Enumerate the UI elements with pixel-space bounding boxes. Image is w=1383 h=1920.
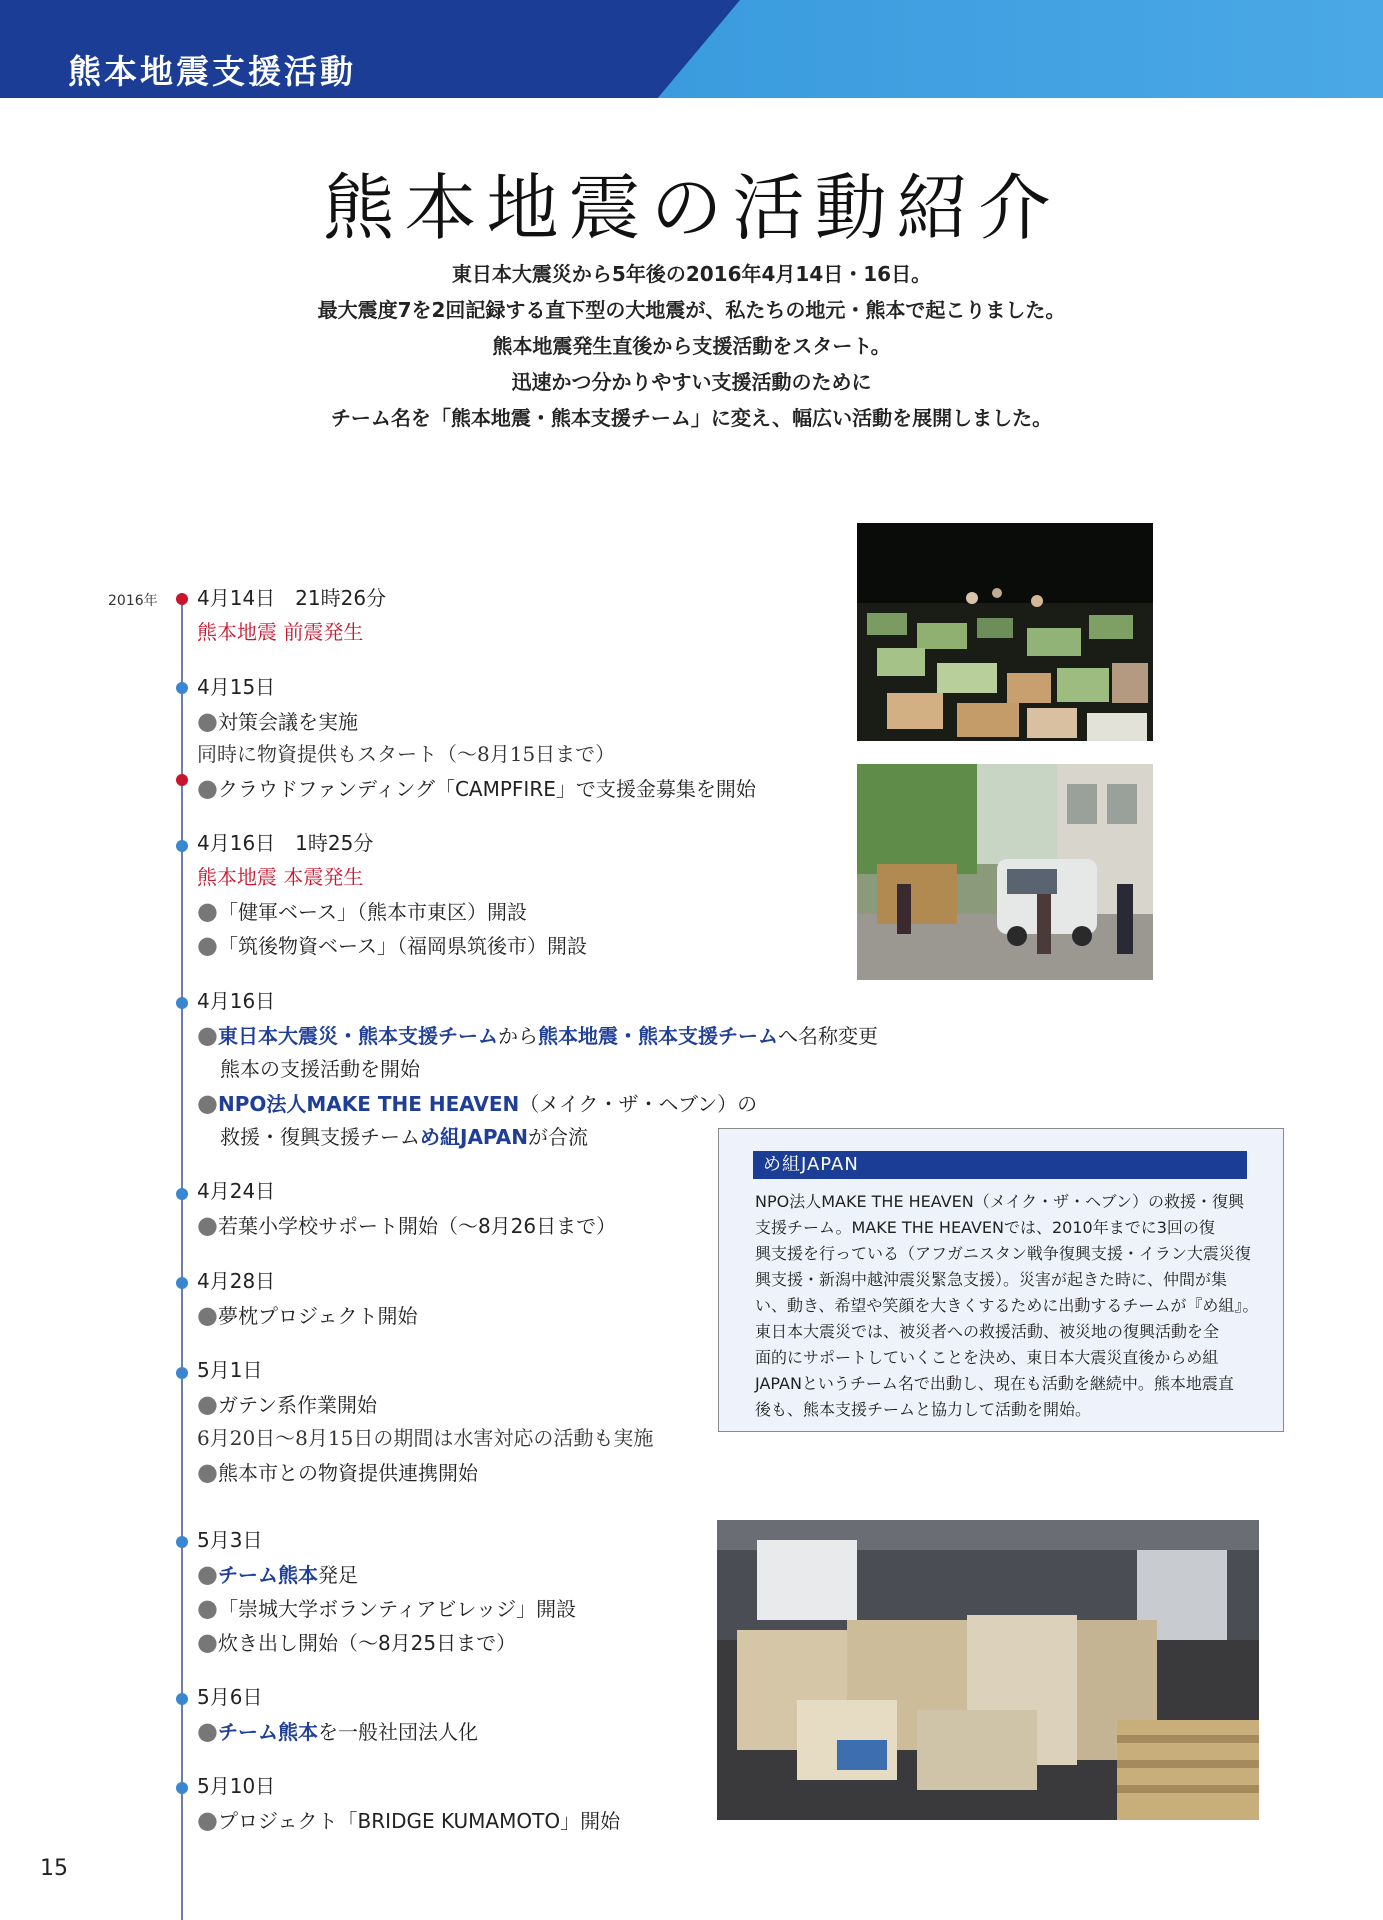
timeline-line xyxy=(181,596,183,1920)
event-date: 5月10日 xyxy=(197,1774,276,1798)
intro-line: 熊本地震発生直後から支援活動をスタート。 xyxy=(492,334,891,358)
event-date: 5月1日 xyxy=(197,1358,263,1382)
event-date: 5月3日 xyxy=(197,1528,263,1552)
me-gumi-japan-infobox xyxy=(718,1128,1284,1432)
timeline-year: 2016年 xyxy=(108,593,158,609)
event-item: ●対策会議を実施 xyxy=(197,707,358,735)
timeline-dot xyxy=(176,1693,188,1705)
event-item: ●チーム熊本を一般社団法人化 xyxy=(197,1717,478,1745)
page-title: 熊本地震の活動紹介 xyxy=(322,166,1061,250)
timeline-dot xyxy=(176,1536,188,1548)
event-item-cont: 救援・復興支援チームめ組JAPANが合流 xyxy=(220,1125,588,1149)
event-item: ●若葉小学校サポート開始（〜8月26日まで） xyxy=(197,1211,617,1239)
section-title: 熊本地震支援活動 xyxy=(68,52,356,91)
event-item-cont: 熊本の支援活動を開始 xyxy=(220,1057,420,1081)
intro-line: チーム名を「熊本地震・熊本支援チーム」に変え、幅広い活動を展開しました。 xyxy=(330,406,1053,430)
infobox-text: NPO法人MAKE THE HEAVEN（メイク・ザ・ヘブン）の救援・復興 支援チーム。MAKE THE HEAVENでは、2010年までに3回の復 興支援を行っている（アフガニスタン戦争復興支援・イラン大震災復 興支援・新潟中越沖震災緊急支援）。災害が起きた時に、仲間が集 い、動き、希望や笑顔を大きくするために出動するチームが『め組』。 東日本大震災では、被災者への救援活動、被災地の復興活動を全 面的にサポートしていくことを決め、東日本大震災直後からめ組 JAPANというチーム名で出動し、現在も活動を継続中。熊本地震直 後も、熊本支援チームと協力して活動を開始。 xyxy=(755,1192,1259,1419)
event-item: ●クラウドファンディング「CAMPFIRE」で支援金募集を開始 xyxy=(197,774,756,802)
event-item: ●チーム熊本発足 xyxy=(197,1560,358,1588)
event-date: 4月16日 xyxy=(197,989,276,1013)
timeline-dot xyxy=(176,774,188,786)
event-item: ●ガテン系作業開始 xyxy=(197,1390,377,1418)
timeline-dot xyxy=(176,593,188,605)
event-item: ●「健軍ベース」（熊本市東区）開設 xyxy=(197,897,527,925)
event-item: ●「崇城大学ボランティアビレッジ」開設 xyxy=(197,1594,577,1622)
event-item: ●プロジェクト「BRIDGE KUMAMOTO」開始 xyxy=(197,1806,621,1834)
timeline-dot xyxy=(176,1782,188,1794)
event-date: 4月14日 21時26分 xyxy=(197,586,387,610)
event-item: ●「筑後物資ベース」（福岡県筑後市）開設 xyxy=(197,931,587,959)
event-date: 4月16日 1時25分 xyxy=(197,831,374,855)
intro-line: 最大震度7を2回記録する直下型の大地震が、私たちの地元・熊本で起こりました。 xyxy=(317,298,1066,322)
photo-warehouse-pallets xyxy=(717,1520,1259,1820)
intro-line: 東日本大震災から5年後の2016年4月14日・16日。 xyxy=(451,262,932,286)
event-item: ●夢枕プロジェクト開始 xyxy=(197,1301,418,1329)
event-item: ●熊本市との物資提供連携開始 xyxy=(197,1458,478,1486)
timeline-dot xyxy=(176,840,188,852)
page-number: 15 xyxy=(40,1856,68,1881)
intro-text xyxy=(0,256,1383,436)
event-date: 4月28日 xyxy=(197,1269,276,1293)
section-header-band xyxy=(0,0,1383,98)
event-date: 5月6日 xyxy=(197,1685,263,1709)
event-date: 4月24日 xyxy=(197,1179,276,1203)
timeline-dot xyxy=(176,1188,188,1200)
photo-street-van xyxy=(857,764,1153,980)
intro-line: 迅速かつ分かりやすい支援活動のために xyxy=(511,370,872,394)
event-title: 熊本地震 前震発生 xyxy=(197,620,364,644)
timeline-dot xyxy=(176,997,188,1009)
event-note: 6月20日〜8月15日の期間は水害対応の活動も実施 xyxy=(197,1426,654,1450)
timeline-dot xyxy=(176,1277,188,1289)
timeline-dot xyxy=(176,1367,188,1379)
event-date: 4月15日 xyxy=(197,675,276,699)
event-title: 熊本地震 本震発生 xyxy=(197,865,364,889)
event-item: ●NPO法人MAKE THE HEAVEN（メイク・ザ・ヘブン）の xyxy=(197,1089,758,1117)
photo-night-supply-base xyxy=(857,523,1153,741)
event-item: ●東日本大震災・熊本支援チームから熊本地震・熊本支援チームへ名称変更 xyxy=(197,1021,878,1049)
timeline-dot xyxy=(176,682,188,694)
event-item: ●炊き出し開始（〜8月25日まで） xyxy=(197,1628,517,1656)
infobox-title: め組JAPAN xyxy=(753,1151,1247,1179)
event-note: 同時に物資提供もスタート（〜8月15日まで） xyxy=(197,742,616,766)
